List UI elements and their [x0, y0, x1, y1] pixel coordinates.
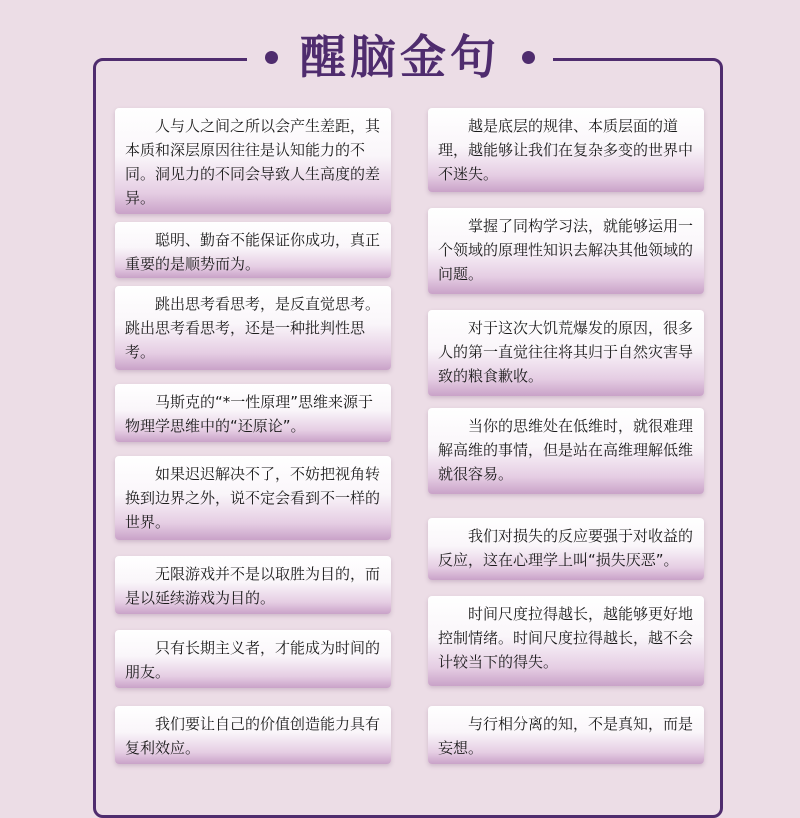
quote-card	[115, 456, 391, 540]
quote-card	[115, 706, 391, 764]
quote-text: 聪明、勤奋不能保证你成功，真正重要的是顺势而为。	[125, 231, 381, 273]
quote-text: 与行相分离的知，不是真知，而是妄想。	[438, 715, 694, 757]
quote-card	[115, 286, 391, 370]
quote-text: 时间尺度拉得越长，越能够更好地控制情绪。时间尺度拉得越长，越不会计较当下的得失。	[438, 605, 694, 671]
quote-text: 无限游戏并不是以取胜为目的，而是以延续游戏为目的。	[125, 565, 381, 607]
quote-card	[428, 518, 704, 580]
left-dot-icon	[265, 51, 278, 64]
page-title: 醒脑金句	[300, 30, 500, 84]
quote-text: 人与人之间之所以会产生差距，其本质和深层原因往往是认知能力的不同。洞见力的不同会导致人生高度的差异。	[125, 117, 381, 207]
header	[0, 22, 800, 92]
quote-text: 我们要让自己的价值创造能力具有复利效应。	[125, 715, 381, 757]
quote-text: 只有长期主义者，才能成为时间的朋友。	[125, 639, 381, 681]
quote-text: 马斯克的“*一性原理”思维来源于物理学思维中的“还原论”。	[125, 393, 374, 435]
quote-card	[115, 108, 391, 214]
title-group	[247, 22, 553, 92]
quote-text: 我们对损失的反应要强于对收益的反应，这在心理学上叫“损失厌恶”。	[438, 527, 694, 569]
quote-text: 如果迟迟解决不了，不妨把视角转换到边界之外，说不定会看到不一样的世界。	[125, 465, 381, 531]
quote-card	[115, 384, 391, 442]
quote-card	[428, 408, 704, 494]
quote-card	[115, 222, 391, 278]
quote-card	[428, 596, 704, 686]
quote-text: 掌握了同构学习法，就能够运用一个领域的原理性知识去解决其他领域的问题。	[438, 217, 694, 283]
quote-card	[115, 556, 391, 614]
quote-text: 越是底层的规律、本质层面的道理，越能够让我们在复杂多变的世界中不迷失。	[438, 117, 694, 183]
quote-card	[428, 108, 704, 192]
quote-text: 当你的思维处在低维时，就很难理解高维的事情，但是站在高维理解低维就很容易。	[438, 417, 694, 483]
quote-text: 跳出思考看思考，是反直觉思考。跳出思考看思考，还是一种批判性思考。	[125, 295, 381, 361]
quote-card	[115, 630, 391, 688]
quote-card	[428, 310, 704, 396]
right-dot-icon	[522, 51, 535, 64]
quote-card	[428, 208, 704, 294]
quote-card	[428, 706, 704, 764]
quote-text: 对于这次大饥荒爆发的原因，很多人的第一直觉往往将其归于自然灾害导致的粮食歉收。	[438, 319, 694, 385]
